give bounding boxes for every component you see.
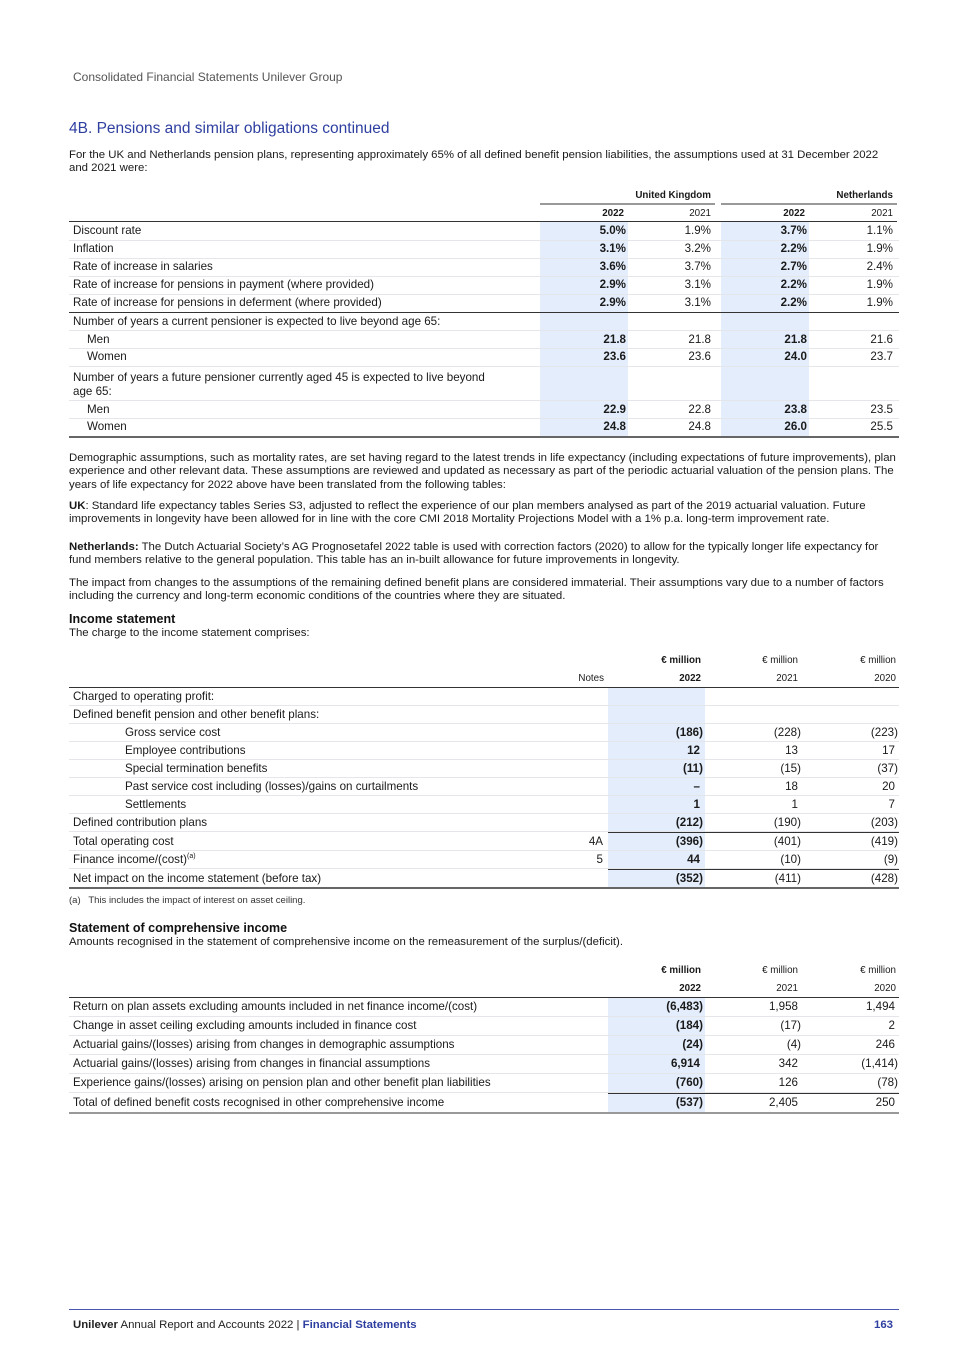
cell-nl-2021: 1.9% (866, 296, 893, 309)
table-row (69, 1074, 899, 1093)
cell-nl-2022: 21.8 (784, 333, 807, 346)
uk-label: UK (69, 500, 86, 512)
footer (73, 1319, 417, 1331)
table-row (69, 851, 899, 869)
cell-2022: 6,914 (670, 1057, 700, 1070)
table-row (69, 401, 899, 419)
cell-2022: – (693, 780, 700, 793)
cell-2020: 246 (875, 1038, 895, 1051)
cell-2020: (419) (870, 835, 898, 848)
cell-2021: 2,405 (768, 1096, 798, 1109)
year-header: 2020 (874, 983, 896, 994)
uk-text: : Standard life expectancy tables Series S3, adjusted to reflect the experience of our plan members analysed as part of the 2019 actuarial valuation. Future improvements in longevity have been allowed for in line with the core CMI 2018 Mortality Projections Model with a 1% p.a. long-term improvement rate. (69, 500, 866, 526)
table-row (69, 814, 899, 832)
nl-label: Netherlands: (69, 541, 139, 553)
table-row (69, 742, 899, 760)
footer-rule (69, 1309, 899, 1310)
cell-2021: (17) (780, 1019, 801, 1032)
row-label: Experience gains/(losses) arising on pension plan and other benefit plan liabilities (73, 1076, 491, 1089)
table-row (69, 1055, 899, 1074)
page-number: 163 (873, 1319, 893, 1331)
row-label: Women (87, 350, 127, 363)
table-row (69, 331, 899, 349)
cell-2022: (537) (675, 1096, 703, 1109)
running-head: Consolidated Financial Statements Unilever Group (73, 70, 343, 84)
row-label: Total operating cost (73, 835, 174, 848)
year-header: 2021 (689, 208, 711, 219)
year-header: 2021 (776, 673, 798, 684)
cell-nl-2022: 3.7% (780, 224, 807, 237)
table-row-total (69, 1094, 899, 1114)
table-row (69, 222, 899, 241)
cell-uk-2021: 22.8 (688, 403, 711, 416)
row-label: Number of years a current pensioner is expected to live beyond age 65: (73, 315, 441, 328)
unit-header: € million (661, 965, 701, 976)
row-label: Women (87, 420, 127, 433)
cell-nl-2022: 2.2% (780, 242, 807, 255)
cell-2021: (10) (780, 853, 801, 866)
cell-2022: (212) (675, 816, 703, 829)
cell-uk-2022: 2.9% (599, 296, 626, 309)
cell-2020: 17 (882, 744, 895, 757)
cell-uk-2021: 1.9% (684, 224, 711, 237)
cell-nl-2021: 2.4% (866, 260, 893, 273)
cell-2022: 1 (693, 798, 700, 811)
year-header: 2021 (871, 208, 893, 219)
row-label: Actuarial gains/(losses) arising from changes in demographic assumptions (73, 1038, 455, 1051)
year-header: 2020 (874, 673, 896, 684)
cell-2021: 342 (778, 1057, 798, 1070)
cell-2020: 1,494 (865, 1000, 895, 1013)
table-row (69, 1036, 899, 1055)
comprehensive-income-heading: Statement of comprehensive income (69, 921, 288, 935)
note-reference: 5 (596, 853, 603, 866)
table-row (69, 998, 899, 1017)
table-row (69, 349, 899, 367)
table-row (69, 778, 899, 796)
cell-2020: (223) (870, 726, 898, 739)
row-label: Settlements (125, 798, 187, 811)
footer-section-link[interactable]: Financial Statements (302, 1319, 417, 1331)
cell-uk-2021: 3.1% (684, 296, 711, 309)
comprehensive-income-subheading: Amounts recognised in the statement of comprehensive income on the remeasurement of the surplus/(deficit). (69, 936, 623, 948)
row-label: Past service cost including (losses)/gains on curtailments (125, 780, 419, 793)
row-label: Number of years a future pensioner currently aged 45 is expected to live beyond (73, 371, 485, 384)
cell-2020: (203) (870, 816, 898, 829)
cell-2020: (37) (877, 762, 898, 775)
cell-2021: (190) (773, 816, 801, 829)
table-row-group-label (69, 706, 899, 724)
uk-paragraph (69, 500, 899, 527)
cell-2020: 250 (875, 1096, 895, 1109)
unit-header: € million (860, 655, 896, 666)
cell-2020: (1,414) (861, 1057, 898, 1070)
cell-uk-2021: 3.7% (684, 260, 711, 273)
table-row (69, 796, 899, 814)
cell-nl-2022: 24.0 (784, 350, 807, 363)
cell-2021: (4) (786, 1038, 801, 1051)
cell-2020: 20 (882, 780, 895, 793)
table-row (69, 295, 899, 313)
unit-header: € million (762, 965, 798, 976)
row-label: Rate of increase for pensions in payment (where provided) (73, 278, 374, 291)
cell-uk-2022: 22.9 (603, 403, 626, 416)
cell-uk-2022: 3.1% (599, 242, 626, 255)
table-row-group-label (69, 688, 899, 706)
cell-nl-2022: 2.2% (780, 296, 807, 309)
cell-uk-2021: 3.1% (684, 278, 711, 291)
cell-nl-2022: 26.0 (784, 420, 807, 433)
cell-2021: 1,958 (768, 1000, 798, 1013)
row-label: Net impact on the income statement (before tax) (73, 872, 322, 885)
group-header-nl: Netherlands (836, 190, 893, 201)
cell-uk-2022: 5.0% (599, 224, 626, 237)
cell-nl-2021: 25.5 (870, 420, 893, 433)
footer-brand: Unilever (73, 1319, 118, 1331)
table-row (69, 277, 899, 295)
row-label (73, 853, 196, 866)
cell-nl-2021: 23.5 (870, 403, 893, 416)
cell-2022: (760) (675, 1076, 703, 1089)
row-label: Change in asset ceiling excluding amounts included in finance cost (73, 1019, 417, 1032)
cell-2021: (401) (773, 835, 801, 848)
cell-2022: (396) (675, 835, 703, 848)
table-row-group-label (69, 367, 899, 401)
section-title: 4B. Pensions and similar obligations continued (69, 120, 390, 137)
cell-2022: (186) (675, 726, 703, 739)
cell-nl-2022: 2.7% (780, 260, 807, 273)
group-rule-uk (540, 203, 715, 205)
cell-uk-2021: 21.8 (688, 333, 711, 346)
cell-2021: 126 (778, 1076, 798, 1089)
unit-header: € million (661, 655, 701, 666)
cell-2022: 44 (687, 853, 700, 866)
group-header-uk: United Kingdom (635, 190, 711, 201)
assumptions-table (69, 186, 899, 438)
unit-header: € million (860, 965, 896, 976)
row-label: Employee contributions (125, 744, 246, 757)
cell-nl-2022: 23.8 (784, 403, 807, 416)
notes-header: Notes (578, 673, 604, 684)
cell-uk-2022: 2.9% (599, 278, 626, 291)
cell-uk-2022: 24.8 (603, 420, 626, 433)
table-row (69, 259, 899, 277)
table-row-total (69, 870, 899, 889)
intro-paragraph: For the UK and Netherlands pension plans, representing approximately 65% of all defined benefit pension liabilities, the assumptions used at 31 December 2022 and 2021 were: (69, 149, 879, 175)
cell-nl-2021: 1.1% (866, 224, 893, 237)
cell-uk-2022: 21.8 (603, 333, 626, 346)
cell-nl-2022: 2.2% (780, 278, 807, 291)
table-row (69, 419, 899, 438)
row-label: Men (87, 333, 110, 346)
cell-2021: (15) (780, 762, 801, 775)
table-row (69, 760, 899, 778)
row-label: Gross service cost (125, 726, 221, 739)
cell-uk-2021: 3.2% (684, 242, 711, 255)
netherlands-paragraph (69, 541, 899, 568)
year-header: 2022 (783, 208, 805, 219)
table-row (69, 724, 899, 742)
table-row (69, 241, 899, 259)
row-label: Total of defined benefit costs recognised in other comprehensive income (73, 1096, 445, 1109)
cell-2020: 7 (888, 798, 895, 811)
comprehensive-income-table (69, 962, 899, 1117)
income-statement-heading: Income statement (69, 612, 176, 626)
cell-2022: (11) (683, 762, 703, 775)
impact-paragraph: The impact from changes to the assumptions of the remaining defined benefit plans are considered immaterial. Their assumptions vary due to a number of factors including the currency and long-term economic conditions of the countries where they are situated. (69, 577, 884, 603)
cell-2021: 13 (785, 744, 798, 757)
cell-2020: (78) (877, 1076, 898, 1089)
income-statement-table (69, 652, 899, 892)
cell-uk-2021: 23.6 (688, 350, 711, 363)
year-header: 2021 (776, 983, 798, 994)
table-row (69, 1017, 899, 1036)
cell-2022: (6,483) (666, 1000, 703, 1013)
row-label: Return on plan assets excluding amounts included in net finance income/(cost) (73, 1000, 478, 1013)
row-label: Rate of increase in salaries (73, 260, 213, 273)
cell-2020: (9) (883, 853, 898, 866)
cell-uk-2021: 24.8 (688, 420, 711, 433)
table-row-group-label (69, 313, 899, 331)
cell-2022: (24) (682, 1038, 703, 1051)
cell-nl-2021: 21.6 (870, 333, 893, 346)
cell-2020: 2 (888, 1019, 895, 1032)
demographic-paragraph: Demographic assumptions, such as mortality rates, are set having regard to the latest trends in life expectancy (including expectations of future improvements), plan experience and other relevant data. These assumptions are reviewed and updated as necessary as part of the periodic actuarial valuation of the pension plans. The years of life expectancy for 2022 above have been translated from the following tables: (69, 452, 896, 491)
group-rule-nl (721, 203, 897, 205)
cell-nl-2021: 1.9% (866, 242, 893, 255)
cell-uk-2022: 3.6% (599, 260, 626, 273)
income-statement-subheading: The charge to the income statement comprises: (69, 627, 310, 639)
row-label-text: Finance income/(cost) (73, 853, 188, 866)
note-reference: 4A (588, 835, 603, 848)
cell-2022: (352) (675, 872, 703, 885)
row-label: Men (87, 403, 110, 416)
row-label: Rate of increase for pensions in deferment (where provided) (73, 296, 382, 309)
cell-2022: (184) (675, 1019, 703, 1032)
cell-2021: (228) (773, 726, 801, 739)
cell-2021: (411) (774, 872, 801, 885)
footer-report-title: Annual Report and Accounts 2022 | (117, 1319, 303, 1331)
row-label: Defined contribution plans (73, 816, 208, 829)
cell-2021: 18 (785, 780, 798, 793)
row-label: Special termination benefits (125, 762, 268, 775)
row-label: Inflation (73, 242, 114, 255)
row-label: Charged to operating profit: (73, 690, 215, 703)
year-header: 2022 (679, 673, 701, 684)
row-label: Actuarial gains/(losses) arising from changes in financial assumptions (73, 1057, 430, 1070)
cell-nl-2021: 23.7 (870, 350, 893, 363)
row-label-continued: age 65: (73, 385, 112, 398)
year-header: 2022 (602, 208, 624, 219)
cell-uk-2022: 23.6 (603, 350, 626, 363)
footnote-marker: (a) (187, 853, 196, 861)
unit-header: € million (762, 655, 798, 666)
cell-nl-2021: 1.9% (866, 278, 893, 291)
cell-2020: (428) (870, 872, 898, 885)
footnote: (a) This includes the impact of interest on asset ceiling. (69, 895, 306, 906)
cell-2022: 12 (687, 744, 700, 757)
row-label: Discount rate (73, 224, 142, 237)
row-label: Defined benefit pension and other benefit plans: (73, 708, 320, 721)
cell-2021: 1 (791, 798, 798, 811)
table-row (69, 833, 899, 851)
nl-text: The Dutch Actuarial Society’s AG Prognosetafel 2022 table is used with correction factors (2020) to allow for the typically longer life expectancy for fund members relative to the general population. This table has an in-built allowance for future improvements in longevity. (69, 541, 879, 567)
year-header: 2022 (679, 983, 701, 994)
